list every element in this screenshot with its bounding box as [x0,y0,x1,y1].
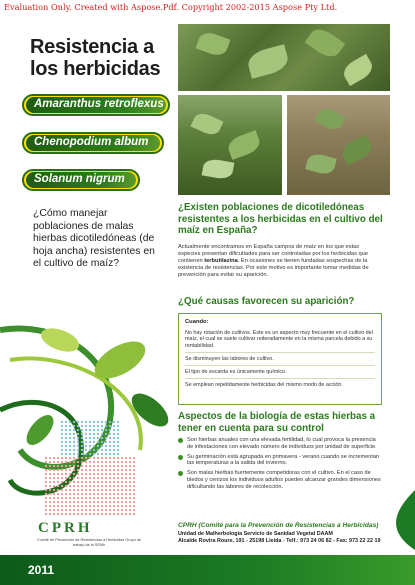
bullet-item: Su germinación está agrupada en primavera - verano cuando se incrementan las temperaturas a la salida del invierno. [178,454,383,468]
intro-question: ¿Cómo manejar poblaciones de malas hierbas dicotiledóneas (de hoja ancha) resistentes en el cultivo de maíz? [33,208,155,269]
logo-dot-pattern-red [44,456,136,516]
cprh-logo [34,410,154,560]
biology-bullet-list [178,437,383,494]
species-label-solanum [22,169,140,191]
species-label-text: Solanum nigrum [34,173,125,185]
bullet-item: Son hierbas anuales con una elevada fertilidad, lo cual provoca la presencia de infestaciones con elevado número de individuos por unidad de superficie. [178,437,383,451]
logo-dot-pattern [60,420,120,458]
causes-box-heading: Cuando: [185,319,209,325]
species-label-text: Amaranthus retroflexus [34,98,164,110]
species-label-text: Chenopodium album [34,136,149,148]
species-label-chenopodium [22,132,164,154]
footer-year: 2011 [28,563,55,577]
bullet-dot-icon [178,455,183,460]
footer-organization: CPRH (Comité para la Prevención de Resistencias a Herbicidas) [178,522,379,529]
cause-item: No hay rotación de cultivos. Este es un aspecto muy frecuente en el cultivo del maíz, el cual se suele cultivar reiteradamente en la misma parcela debido a su rentabilidad. [185,328,375,353]
logo-letters: CPRH [38,520,93,536]
footer-address: Alcalde Rovira Roure, 191 - 25198 Lleida - Telf.: 973 24 06 82 - Fax: 973 22 22 19 [178,538,381,544]
causes-box [178,313,382,405]
cause-item: Se disminuyen las labores de cultivo. [185,354,375,366]
bullet-dot-icon [178,471,183,476]
chenopodium-photo [287,95,390,195]
cause-item: El tipo de escarda es únicamente químico. [185,367,375,379]
page-title: Resistencia a los herbicidas [30,36,161,80]
bullet-item: Son malas hierbas fuertemente competidoras con el cultivo. En el caso de bledos y cenizos los individuos adultos pueden alcanzar grandes dimensiones dificultando las labores de recolección. [178,470,383,490]
section-title-causes: ¿Qué causas favorecen su aparición? [178,296,355,307]
field-photo-top [178,24,390,91]
decorative-corner-curve [375,490,415,550]
logo-subtitle: Comité de Prevención de Resistencias a Herbicidas Grupo de trabajo de la SEMh [36,538,142,547]
footer-band [0,555,415,585]
amaranthus-photo [178,95,282,195]
watermark-text: Evaluation Only. Created with Aspose.Pdf. Copyright 2002-2015 Aspose Pty Ltd. [4,2,338,12]
bullet-dot-icon [178,438,183,443]
species-label-amaranthus [22,94,170,116]
section-title-biology: Aspectos de la biología de estas hierbas a tener en cuenta para su control [178,411,376,434]
cause-item: Se emplean repetidamente herbicidas del mismo modo de acción. [185,381,343,388]
footer-unit: Unidad de Malherbología Servicio de Sanidad Vegetal DAAM [178,531,333,537]
section-title-existence: ¿Existen poblaciones de dicotiledóneas resistentes a los herbicidas en el cultivo del maíz en España? [178,202,383,236]
section-text-existence: Actualmente encontramos en España campos de maíz en los que estas especies presentan dificultades para ser controladas por los herbicidas que contienen terbutilazina. En ocasiones se tienen fundadas sospechas de la existencia de resistencias. Por este motivo es importante tomar medidas de prevención para evitar su aparición. [178,244,369,278]
